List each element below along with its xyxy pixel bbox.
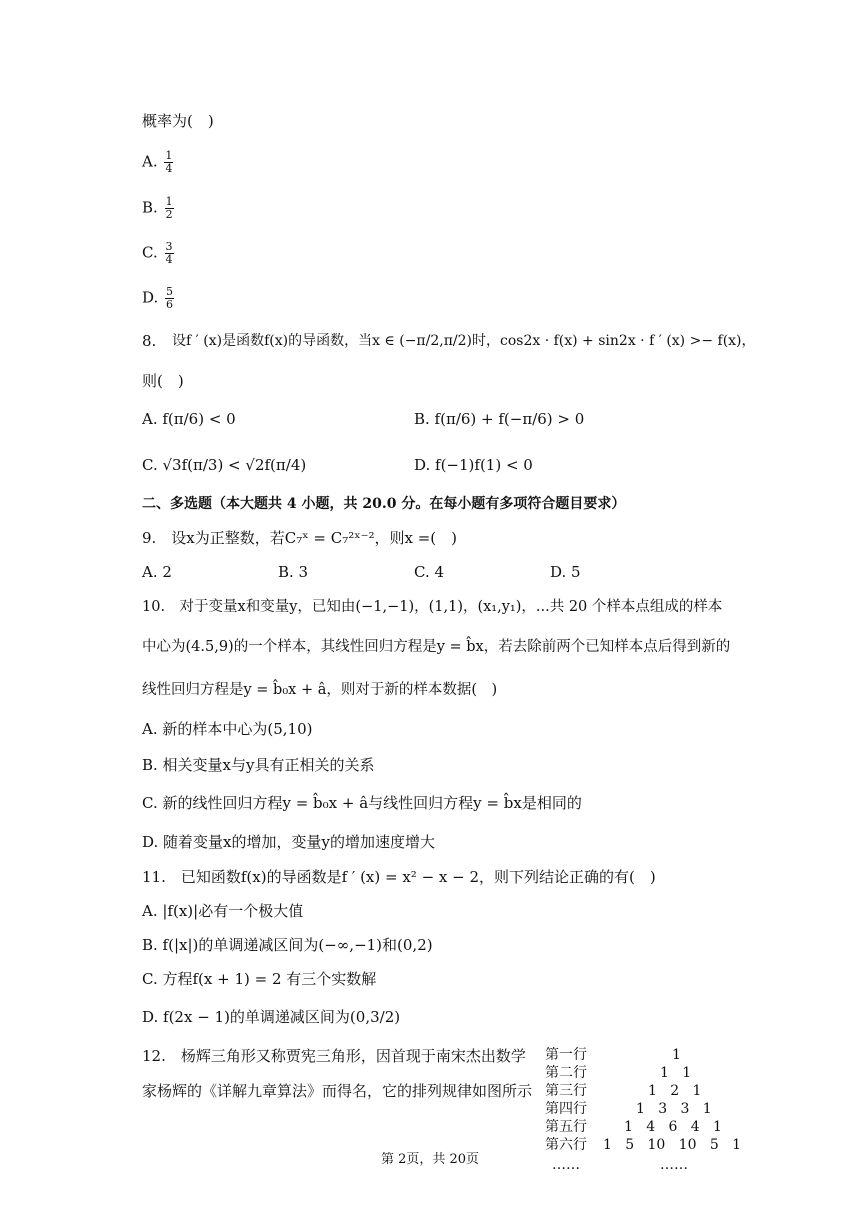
fraction: $\frac{5}{6}$ xyxy=(166,285,174,311)
q11-option-b: B. f(|x|)的单调递减区间为(−∞,−1)和(0,2) xyxy=(142,936,433,954)
triangle-row-label: 第二行 xyxy=(545,1065,587,1081)
fraction: $\frac{1}{4}$ xyxy=(165,149,173,175)
option-label: D. xyxy=(142,288,159,307)
q11-option-a: A. |f(x)|必有一个极大值 xyxy=(142,902,304,920)
q10-option-c: C. 新的线性回归方程y = b̂₀x + â与线性回归方程y = b̂x是相同的 xyxy=(142,794,582,812)
q8-stem-2: 则( ) xyxy=(142,372,184,390)
triangle-row-values: 1 4 6 4 1 xyxy=(624,1119,722,1135)
q8-option-c: C. √3f(π/3) < √2f(π/4) xyxy=(142,456,307,474)
triangle-row-label: 第三行 xyxy=(545,1083,587,1099)
triangle-row-values: 1 5 10 10 5 1 xyxy=(603,1137,742,1153)
q7-option-c xyxy=(142,241,176,266)
q12-line-2: 家杨辉的《详解九章算法》而得名，它的排列规律如图所示 xyxy=(142,1082,533,1100)
q10-option-a: A. 新的样本中心为(5,10) xyxy=(142,720,313,738)
q9-option-d: D. 5 xyxy=(550,563,581,581)
triangle-row-label: 第四行 xyxy=(545,1101,587,1117)
triangle-row-label: 第五行 xyxy=(545,1119,587,1135)
q8-option-b: B. f(π/6) + f(−π/6) > 0 xyxy=(414,410,585,428)
q9-option-b: B. 3 xyxy=(278,563,309,581)
option-label: A. xyxy=(142,152,158,171)
q8-number: 8. xyxy=(142,332,157,350)
triangle-row-label: 第一行 xyxy=(545,1047,587,1063)
q9-stem: 9. 设x为正整数，若C₇ˣ = C₇²ˣ⁻²，则x =( ) xyxy=(142,529,458,547)
triangle-row-values: 1 xyxy=(672,1047,681,1063)
q8-option-d: D. f(−1)f(1) < 0 xyxy=(414,456,533,474)
q10-line-1: 10. 对于变量x和变量y，已知由(−1,−1)，(1,1)，(x₁,y₁)，...共 20 个样本点组成的样本 xyxy=(142,599,723,615)
q10-option-d: D. 随着变量x的增加，变量y的增加速度增大 xyxy=(142,833,435,851)
q11-stem: 11. 已知函数f(x)的导函数是f ′ (x) = x² − x − 2，则下列结论正确的有( ) xyxy=(142,868,656,886)
option-label: C. xyxy=(142,243,158,262)
q11-option-c: C. 方程f(x + 1) = 2 有三个实数解 xyxy=(142,970,377,988)
q10-line-3: 线性回归方程是y = b̂₀x + â，则对于新的样本数据( ) xyxy=(142,682,498,698)
q8-stem: 设f ′ (x)是函数f(x)的导函数，当x ∈ (−π/2,π/2)时，cos2x · f(x) + sin2x · f ′ (x) >− f(x)， xyxy=(172,333,756,349)
q9-option-c: C. 4 xyxy=(414,563,445,581)
page-footer: 第 2页，共 20页 xyxy=(380,1152,480,1167)
q12-line-1: 12. 杨辉三角形又称贾宪三角形，因首现于南宋杰出数学 xyxy=(142,1047,526,1065)
q8-option-a: A. f(π/6) < 0 xyxy=(142,410,236,428)
q10-option-b: B. 相关变量x与y具有正相关的关系 xyxy=(142,756,375,774)
triangle-row-values: 1 2 1 xyxy=(648,1083,702,1099)
q11-option-d: D. f(2x − 1)的单调递减区间为(0,3/2) xyxy=(142,1008,401,1026)
q7-option-a xyxy=(142,150,175,175)
q10-line-2: 中心为(4.5,9)的一个样本，其线性回归方程是y = b̂x，若去除前两个已知样本点后得到新的 xyxy=(142,639,731,655)
q9-option-a: A. 2 xyxy=(142,563,172,581)
triangle-ellipsis-left: …… xyxy=(552,1157,580,1173)
q7-option-b xyxy=(142,196,176,221)
triangle-row-label: 第六行 xyxy=(545,1137,587,1153)
fraction: $\frac{3}{4}$ xyxy=(165,240,173,266)
option-label: B. xyxy=(142,198,158,217)
triangle-row-values: 1 3 3 1 xyxy=(636,1101,712,1117)
section-heading: 二、多选题（本大题共 4 小题，共 20.0 分。在每小题有多项符合题目要求） xyxy=(142,496,626,512)
q7-tail: 概率为( ) xyxy=(142,112,214,130)
triangle-ellipsis-right: …… xyxy=(660,1157,688,1173)
q7-option-d xyxy=(142,286,176,311)
triangle-row-values: 1 1 xyxy=(660,1065,692,1081)
fraction: $\frac{1}{2}$ xyxy=(165,195,173,221)
